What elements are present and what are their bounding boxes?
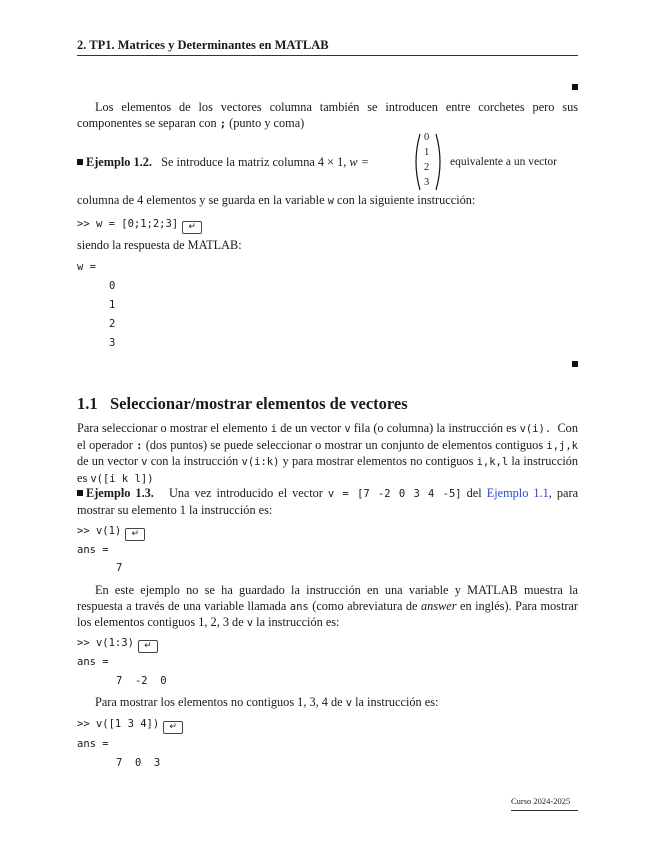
end-of-example-square-icon [572, 361, 578, 367]
output-head: ans = [77, 544, 109, 556]
header-rule [77, 55, 578, 56]
command-line: >> v(1) ↵ [77, 525, 145, 541]
output-value: 7 -2 0 [116, 675, 167, 687]
running-header: 2. TP1. Matrices y Determinantes en MATLAB [77, 38, 329, 52]
enter-key-icon: ↵ [163, 721, 183, 734]
example-1-2-line2: columna de 4 elementos y se guarda en la variable w con la siguiente instrucción: [77, 193, 476, 207]
explanation-paragraph: En este ejemplo no se ha guardado la instrucción en una variable y MATLAB muestra la respuesta a través de una variable llamada ans (como abreviatura de answer en inglés). Para mostrar los elementos contiguos 1, 2, 3 de v la instrucción es: [77, 583, 579, 629]
footer-text: Curso 2024-2025 [511, 796, 571, 806]
output-value: 3 [109, 337, 116, 349]
matrix-entry: 3 [424, 177, 430, 188]
example-1-2-line1: Ejemplo 1.2. Se introduce la matriz columna 4 × 1, w = [77, 155, 369, 171]
example-bullet-icon [77, 159, 83, 165]
matrix-entry: 2 [424, 162, 430, 173]
footer-rule [511, 810, 578, 811]
output-value: 2 [109, 318, 116, 330]
output-head: w = [77, 261, 96, 273]
output-value: 7 [116, 562, 123, 574]
example-1-2-line1-end: equivalente a un vector [450, 156, 557, 168]
paragraph-column-vectors: Los elementos de los vectores columna también se introducen entre corchetes pero sus componentes se separan con ; (punto y coma) [77, 100, 578, 130]
noncontiguous-sentence: Para mostrar los elementos no contiguos 1, 3, 4 de v la instrucción es: [95, 695, 439, 709]
output-value: 1 [109, 299, 116, 311]
output-value: 0 [109, 280, 116, 292]
response-label: siendo la respuesta de MATLAB: [77, 238, 242, 252]
matrix-entry: 0 [424, 132, 430, 143]
section-paragraph: Para seleccionar o mostrar el elemento i de un vector v fila (o columna) la instrucción es v(i). Con el operador : (dos puntos) se puede seleccionar o mostrar un conjunto de elementos contiguos i,j,k de un vector v con la instrucción v(i:k) y para mostrar elementos no contiguos i,k,l la instrucción es v([i k l]) [77, 421, 579, 485]
column-matrix [411, 132, 445, 192]
example-1-3-intro: Ejemplo 1.3. Una vez introducido el vector v = [7 -2 0 3 4 -5] del Ejemplo 1.1, para mostrar su elemento 1 la instrucción es: [77, 486, 579, 517]
matrix-entry: 1 [424, 147, 430, 158]
enter-key-icon: ↵ [125, 528, 145, 541]
command-line: >> v(1:3) ↵ [77, 637, 158, 653]
example-1-1-link[interactable]: Ejemplo 1.1 [486, 486, 549, 500]
enter-key-icon: ↵ [182, 221, 202, 234]
example-bullet-icon [77, 490, 83, 496]
output-head: ans = [77, 738, 109, 750]
section-heading: 1.1 Seleccionar/mostrar elementos de vectores [77, 394, 408, 413]
command-line: >> v([1 3 4]) ↵ [77, 718, 183, 734]
output-head: ans = [77, 656, 109, 668]
command-line: >> w = [0;1;2;3] ↵ [77, 218, 202, 234]
enter-key-icon: ↵ [138, 640, 158, 653]
end-of-example-square-icon [572, 84, 578, 90]
output-value: 7 0 3 [116, 757, 161, 769]
